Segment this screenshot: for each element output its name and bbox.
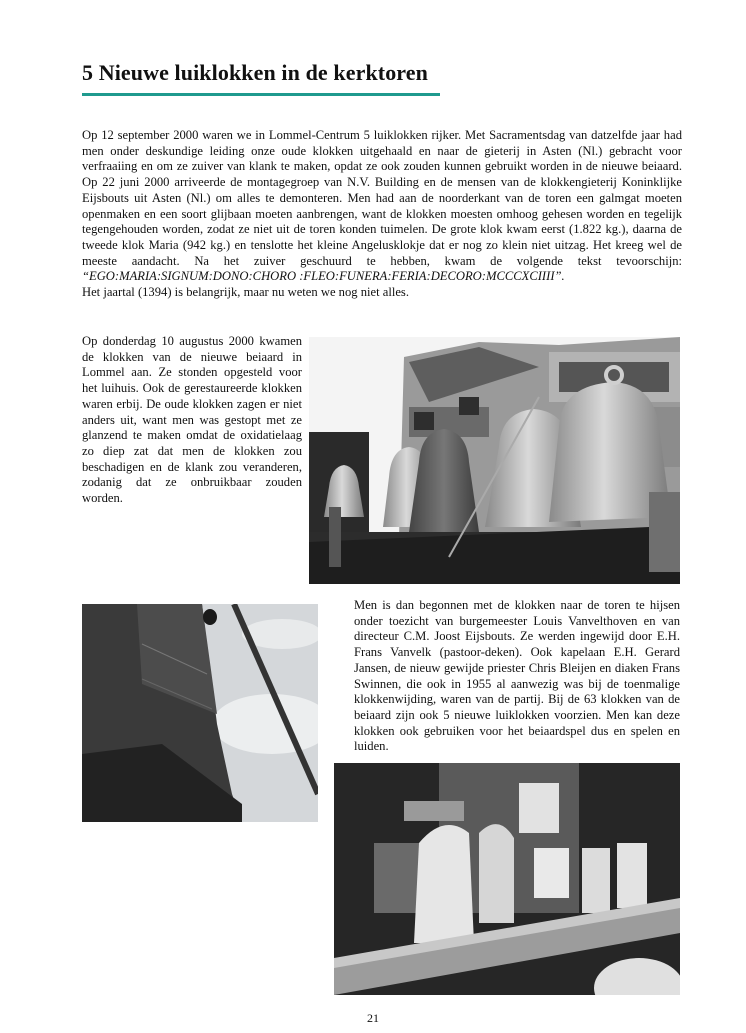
bell-inscription: “EGO:MARIA:SIGNUM:DONO:CHORO :FLEO:FUNERA:FERIA:DECORO:MCCCXCIIII”. — [82, 269, 565, 284]
page-title: 5 Nieuwe luiklokken in de kerktoren — [82, 60, 428, 85]
left-column-text: Op donderdag 10 augustus 2000 kwamen de klokken van de nieuwe beiaard in Lommel aan. Ze stonden opgesteld voor het luihuis. Ook de gerestaureerde klokken waren erbij. De oude klokken zagen er niet anders uit, want men was gestopt met ze glanzend te maken omdat de oxidatielaag zo diep zat dat men de klokken zou beschadigen en de klank zou veranderen, zodanig dat ze onbruikbaar zouden worden. — [82, 334, 302, 506]
tower-crane-photo — [82, 604, 318, 822]
right-column-text: Men is dan begonnen met de klokken naar de toren te hijsen onder toezicht van burgemeester Louis Vanvelthoven en van directeur C.M. Joost Eijsbouts. Ze werden ingewijd door E.H. Frans Vanvelk (pastoor-deken). Ook kapelaan E.H. Gerard Jansen, de nieuw gewijde priester Chris Bleijen en diaken Frans Swinnen, die ook in 1955 al aanwezig was bij de toenmalige klokkenwijding, waren van de partij. Bij de 63 klokken van de beiaard zijn ook 5 nieuwe luiklokken voorzien. Men kan deze klokken ook gebruiken voor het beiaardspel dus en spelen en luiden. — [354, 598, 680, 754]
intro-text: Op 12 september 2000 waren we in Lommel-Centrum 5 luiklokken rijker. Met Sacramentsdag van datzelfde jaar had men onder deskundige leiding onze oude klokken uitgehaald en naar de gieterij in Asten (Nl.) gebracht voor verfraaiing en om ze zuiver van klank te maken, opdat ze ook zouden kunnen gebruikt worden in de nieuwe beiaard. Op 22 juni 2000 arriveerde de montagegroep van N.V. Building en de mensen van de klokkengieterij Koninklijke Eijsbouts uit Asten (Nl.) om alles te demonteren. Men had aan de noorderkant van de toren een galmgat moeten openmaken en een soort glijbaan moeten aanbrengen, want de klokken moesten omhoog gehesen worden en tegelijk tegengehouden worden, zodat ze niet uit de toren konden tuimelen. De grote klok kwam eerst (1.822 kg.), daarna de tweede klok Maria (942 kg.) en tenslotte het kleine Angelusklokje dat er nog zo klein niet uitzag. Het kreeg wel de meeste aandacht. Na het zuiver geschuurd te hebben, kwam de volgende tekst tevoorschijn: — [82, 128, 682, 268]
bells-on-truck-photo — [309, 337, 680, 584]
intro-paragraph — [82, 128, 682, 301]
bell-blessing-photo — [334, 763, 680, 995]
title-underline — [82, 93, 440, 96]
intro-closing: Het jaartal (1394) is belangrijk, maar nu weten we nog niet alles. — [82, 285, 409, 300]
page-number: 21 — [367, 1011, 379, 1025]
